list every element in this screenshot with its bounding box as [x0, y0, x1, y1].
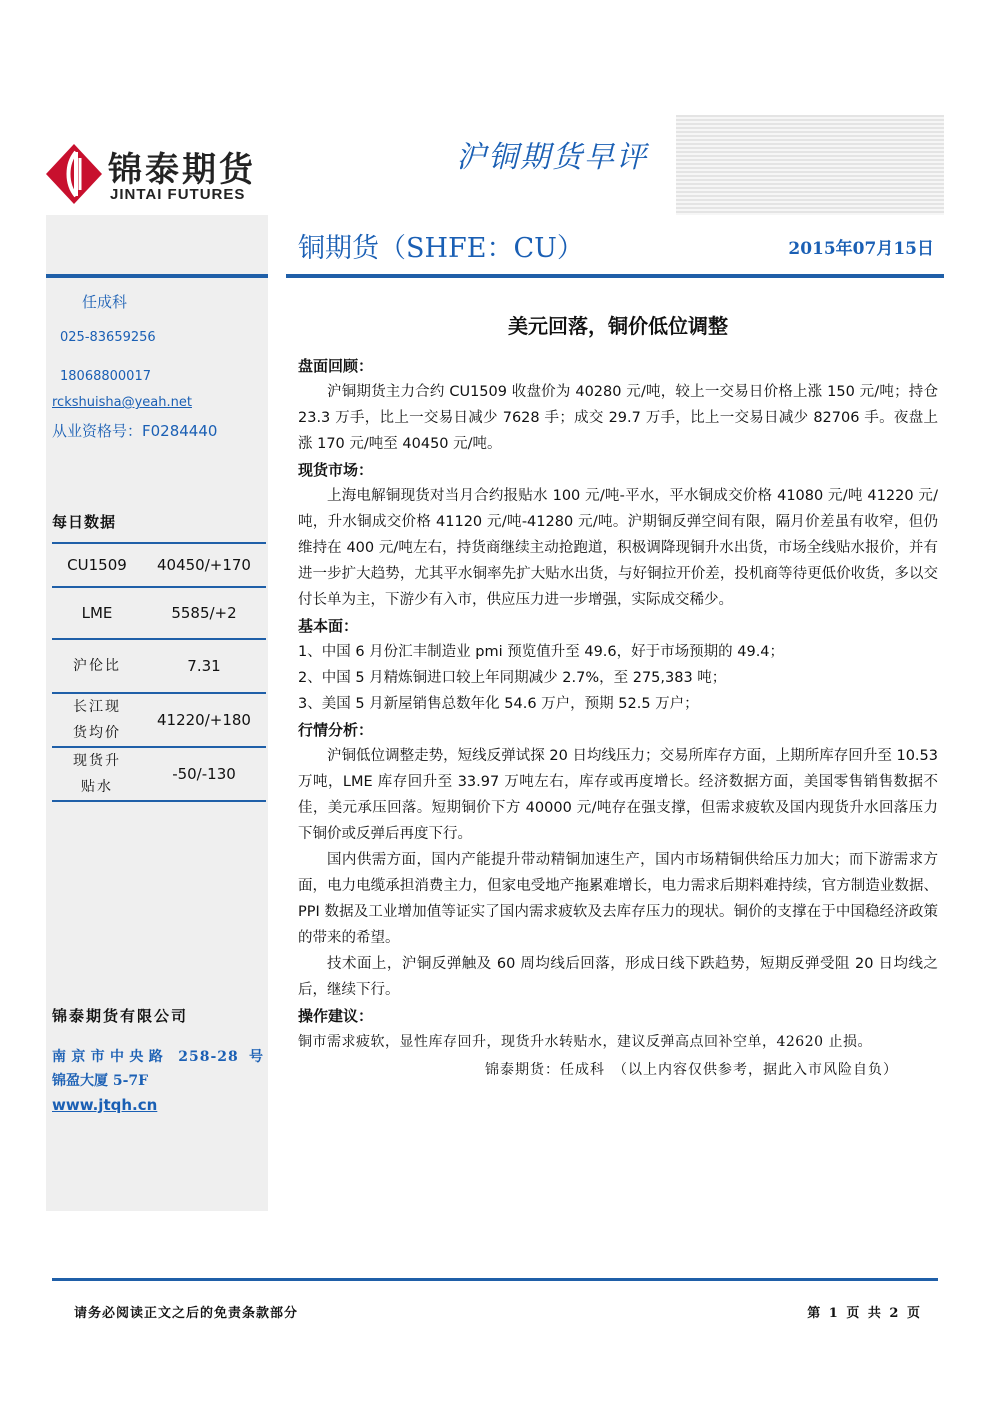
paragraph: 沪铜期货主力合约 CU1509 收盘价为 40280 元/吨，较上一交易日价格上涨 150 元/吨；持仓 23.3 万手，比上一交易日减少 7628 手；成交 29.7 万手，比上一交易日减少 82706 手。夜盘上涨 170 元/吨至 40450 元/吨。: [298, 384, 938, 452]
data-value: -50/-130: [172, 765, 236, 783]
sidebar-divider: [46, 274, 268, 278]
paragraph: 上海电解铜现货对当月合约报贴水 100 元/吨-平水，平水铜成交价格 41080 元/吨 41220 元/吨，升水铜成交价格 41120 元/吨-41280 元/吨。沪期铜反弹空间有限，隔月价差虽有收窄，但仍维持在 400 元/吨左右，持货商继续主动抢跑道，积极调降现铜升水出货，市场全线贴水报价，并有进一步扩大趋势，尤其平水铜率先扩大贴水出货，与好铜拉开价差，投机商等待更低价收货，多以交付长单为主，下游少有入市，供应压力进一步增强，实际成交稀少。: [298, 488, 938, 608]
section-heading: 基本面：: [298, 617, 359, 635]
page-number: 第 1 页 共 2 页: [807, 1306, 922, 1321]
table-row: [52, 694, 266, 748]
data-label: 现货升贴水: [73, 753, 121, 795]
diamond-logo-icon: [46, 144, 102, 204]
section-heading: 操作建议：: [298, 1007, 374, 1025]
company-address-line1: 南京市中央路 258-28 号: [52, 1049, 264, 1065]
company-address-line2: 锦盈大厦 5-7F: [52, 1073, 149, 1089]
table-row: [52, 748, 266, 802]
paragraph: 铜市需求疲软，显性库存回升，现货升水转贴水，建议反弹高点回补空单，42620 止损。: [298, 1034, 872, 1050]
product-title: 铜期货（SHFE：CU）: [298, 233, 584, 264]
paragraph: 沪铜低位调整走势，短线反弹试探 20 日均线压力；交易所库存方面，上期所库存回升至 10.53 万吨，LME 库存回升至 33.97 万吨左右，库存或再度增长。经济数据方面，美国零售销售数据不佳，美元承压回落。短期铜价下方 40000 元/吨存在强支撑，但需求疲软及国内现货升水回落压力下铜价或反弹后再度下行。: [298, 748, 938, 842]
data-value: 41220/+180: [157, 711, 251, 729]
analyst-email-link[interactable]: rckshuisha@yeah.net: [52, 395, 192, 410]
table-row: [52, 542, 266, 588]
analyst-license: 从业资格号：F0284440: [52, 422, 218, 440]
report-title: 沪铜期货早评: [456, 140, 648, 175]
company-name: 锦泰期货有限公司: [52, 1007, 189, 1025]
footer-disclaimer: 请务必阅读正文之后的免责条款部分: [74, 1306, 299, 1321]
section-heading: 现货市场：: [298, 461, 374, 479]
data-label: LME: [81, 604, 113, 622]
company-logo: [46, 140, 276, 210]
section-heading: 盘面回顾：: [298, 357, 374, 375]
paragraph: 技术面上，沪铜反弹触及 60 周均线后回落，形成日线下跌趋势，短期反弹受阻 20 日均线之后，继续下行。: [298, 956, 938, 998]
daily-data-heading: 每日数据: [52, 513, 117, 531]
analyst-phone: 025-83659256: [60, 330, 156, 345]
header-stripe-decoration: [676, 115, 944, 215]
daily-data-table: [52, 542, 266, 802]
data-label: CU1509: [67, 556, 127, 574]
signature: 锦泰期货：任成科 （以上内容仅供参考，据此入市风险自负）: [485, 1062, 898, 1078]
analyst-mobile: 18068800017: [60, 369, 151, 384]
company-website-link[interactable]: www.jtqh.cn: [52, 1096, 158, 1114]
section-heading: 行情分析：: [298, 721, 374, 739]
main-divider: [286, 274, 944, 278]
data-label: 沪伦比: [73, 658, 121, 674]
article-body: [298, 310, 938, 1085]
article-title: 美元回落，铜价低位调整: [508, 314, 728, 338]
analyst-name: 任成科: [82, 293, 128, 311]
table-row: [52, 640, 266, 694]
footer-divider: [52, 1278, 938, 1281]
data-label: 长江现货均价: [73, 699, 121, 741]
list-item: 3、美国 5 月新屋销售总数年化 54.6 万户，预期 52.5 万户；: [298, 696, 699, 712]
logo-chinese-name: 锦泰期货: [108, 150, 256, 190]
paragraph: 国内供需方面，国内产能提升带动精铜加速生产，国内市场精铜供给压力加大；而下游需求方面，电力电缆承担消费主力，但家电受地产拖累难增长，电力需求后期料难持续，官方制造业数据、PPI 数据及工业增加值等证实了国内需求疲软及去库存压力的现状。铜价的支撑在于中国稳经济政策的带来的希望。: [298, 852, 938, 946]
table-row: [52, 588, 266, 640]
data-value: 5585/+2: [171, 604, 237, 622]
report-date: 2015年07月15日: [788, 239, 934, 259]
list-item: 2、中国 5 月精炼铜进口较上年同期减少 2.7%，至 275,383 吨；: [298, 670, 727, 686]
list-item: 1、中国 6 月份汇丰制造业 pmi 预览值升至 49.6，好于市场预期的 49.4；: [298, 644, 785, 660]
data-value: 40450/+170: [157, 556, 251, 574]
data-value: 7.31: [187, 657, 221, 675]
logo-english-name: JINTAI FUTURES: [110, 186, 246, 203]
